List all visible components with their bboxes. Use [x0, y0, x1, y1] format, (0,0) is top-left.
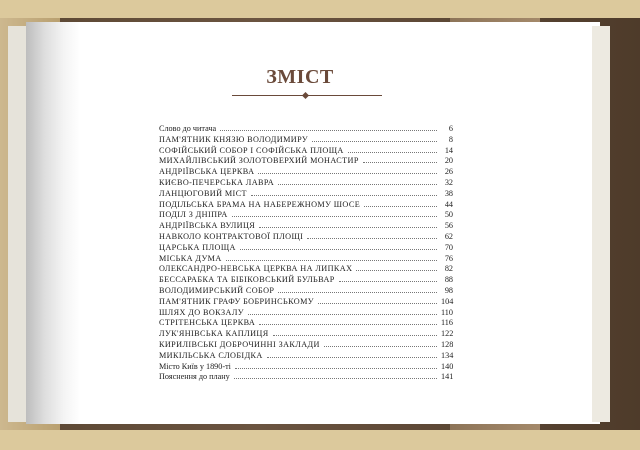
toc-entry: [159, 210, 453, 221]
toc-entry-page: 88: [444, 275, 453, 285]
toc-entry-title: ЛУК'ЯНІВСЬКА КАПЛИЦЯ: [159, 329, 269, 339]
toc-entry-page: 134: [441, 350, 454, 360]
toc-leader-dots: [259, 227, 437, 228]
toc-entry-page: 50: [444, 210, 453, 220]
page-gutter-shadow: [26, 22, 80, 424]
toc-entry: [159, 297, 453, 308]
toc-entry-title: Слово до читача: [159, 124, 217, 133]
toc-leader-dots: [324, 346, 437, 347]
toc-leader-dots: [273, 335, 437, 336]
toc-entry-title: Місто Київ у 1890-ті: [159, 361, 231, 371]
toc-leader-dots: [312, 141, 437, 142]
toc-entry: [159, 254, 453, 265]
toc-leader-dots: [339, 281, 437, 282]
toc-entry-page: 98: [444, 285, 453, 295]
ornament-diamond: [302, 92, 309, 99]
toc-entry: [159, 221, 453, 232]
toc-entry-page: 56: [444, 221, 453, 231]
toc-entry-page: 20: [444, 156, 453, 166]
toc-entry-page: 14: [444, 145, 453, 155]
toc-entry: [159, 329, 453, 340]
toc-leader-dots: [220, 130, 437, 131]
toc-entry: [159, 200, 453, 211]
page-stack-right: [592, 26, 610, 422]
toc-leader-dots: [235, 368, 437, 369]
toc-leader-dots: [226, 260, 437, 261]
toc-leader-dots: [259, 324, 437, 325]
toc-entry-title: ПАМ'ЯТНИК ГРАФУ БОБРИНСЬКОМУ: [159, 296, 314, 306]
toc-leader-dots: [267, 357, 437, 358]
toc-entry-title: КИЄВО-ПЕЧЕРСЬКА ЛАВРА: [159, 177, 275, 187]
toc-entry-title: Пояснення до плану: [159, 372, 230, 382]
toc-leader-dots: [364, 206, 437, 207]
toc-entry: [159, 243, 453, 254]
toc-entry: [159, 135, 453, 146]
toc-entry: [159, 340, 453, 351]
toc-entry-page: 116: [441, 318, 453, 328]
toc-entry: [159, 146, 453, 157]
toc-entry-page: 38: [444, 188, 453, 198]
toc-entry-title: ВОЛОДИМИРСЬКИЙ СОБОР: [159, 285, 275, 295]
toc-leader-dots: [240, 249, 437, 250]
toc-leader-dots: [278, 292, 437, 293]
toc-entry-title: БЕССАРАБКА ТА БІБІКОВСЬКИЙ БУЛЬВАР: [159, 275, 335, 285]
toc-entry: [159, 362, 453, 373]
toc-entry-title: ОЛЕКСАНДРО-НЕВСЬКА ЦЕРКВА НА ЛИПКАХ: [159, 264, 353, 274]
toc-entry: [159, 178, 453, 189]
toc-entry-title: АНДРІЇВСЬКА ВУЛИЦЯ: [159, 221, 256, 231]
toc-entry-title: АНДРІЇВСЬКА ЦЕРКВА: [159, 167, 255, 177]
toc-entry-title: ЛАНЦЮГОВИЙ МІСТ: [159, 188, 247, 198]
toc-leader-dots: [251, 195, 437, 196]
toc-leader-dots: [356, 270, 437, 271]
toc-entry: [159, 264, 453, 275]
table-of-contents: [159, 124, 453, 383]
toc-entry-title: СОФІЙСЬКИЙ СОБОР І СОФІЙСЬКА ПЛОЩА: [159, 145, 344, 155]
toc-entry: [159, 318, 453, 329]
toc-entry-page: 128: [441, 339, 454, 349]
toc-entry: [159, 189, 453, 200]
toc-entry-page: 76: [444, 253, 453, 263]
toc-leader-dots: [318, 303, 437, 304]
toc-entry-title: МИХАЙЛІВСЬКИЙ ЗОЛОТОВЕРХИЙ МОНАСТИР: [159, 156, 359, 166]
toc-entry: [159, 167, 453, 178]
toc-entry-title: ШЛЯХ ДО ВОКЗАЛУ: [159, 307, 244, 317]
toc-entry-title: ПОДІЛЬСЬКА БРАМА НА НАБЕРЕЖНОМУ ШОСЕ: [159, 199, 361, 209]
toc-entry-page: 44: [444, 199, 453, 209]
toc-entry-title: МИКІЛЬСЬКА СЛОБІДКА: [159, 350, 263, 360]
toc-entry-page: 141: [441, 372, 454, 382]
toc-entry: [159, 286, 453, 297]
toc-entry-page: 62: [444, 231, 453, 241]
toc-entry: [159, 351, 453, 362]
toc-entry: [159, 372, 453, 383]
toc-leader-dots: [307, 238, 437, 239]
toc-entry-page: 140: [441, 361, 454, 371]
toc-entry-page: 70: [444, 242, 453, 252]
toc-leader-dots: [232, 216, 437, 217]
toc-leader-dots: [248, 314, 437, 315]
toc-leader-dots: [278, 184, 437, 185]
toc-leader-dots: [234, 378, 437, 379]
heading-ornament: [232, 93, 382, 99]
toc-entry: [159, 308, 453, 319]
toc-leader-dots: [363, 162, 437, 163]
toc-entry-page: 82: [444, 264, 453, 274]
toc-leader-dots: [258, 173, 437, 174]
toc-entry: [159, 275, 453, 286]
toc-entry-page: 32: [444, 177, 453, 187]
toc-entry-page: 122: [441, 329, 454, 339]
toc-entry-title: СТРІТЕНСЬКА ЦЕРКВА: [159, 318, 256, 328]
toc-entry-title: ПОДІЛ З ДНІПРА: [159, 210, 228, 220]
toc-entry-page: 8: [448, 134, 453, 144]
toc-entry-title: НАВКОЛО КОНТРАКТОВОЇ ПЛОЩІ: [159, 231, 304, 241]
toc-entry-page: 6: [448, 124, 453, 133]
toc-heading: ЗМІСТ: [266, 66, 334, 88]
toc-entry-page: 104: [441, 296, 454, 306]
toc-entry: [159, 232, 453, 243]
toc-leader-dots: [348, 152, 437, 153]
toc-entry: [159, 124, 453, 135]
toc-entry: [159, 156, 453, 167]
toc-entry-title: МІСЬКА ДУМА: [159, 253, 222, 263]
toc-entry-title: ЦАРСЬКА ПЛОЩА: [159, 242, 236, 252]
toc-entry-title: ПАМ'ЯТНИК КНЯЗЮ ВОЛОДИМИРУ: [159, 134, 309, 144]
toc-entry-page: 26: [444, 167, 453, 177]
toc-entry-title: КИРИЛІВСЬКІ ДОБРОЧИННІ ЗАКЛАДИ: [159, 339, 320, 349]
toc-entry-page: 110: [441, 307, 453, 317]
